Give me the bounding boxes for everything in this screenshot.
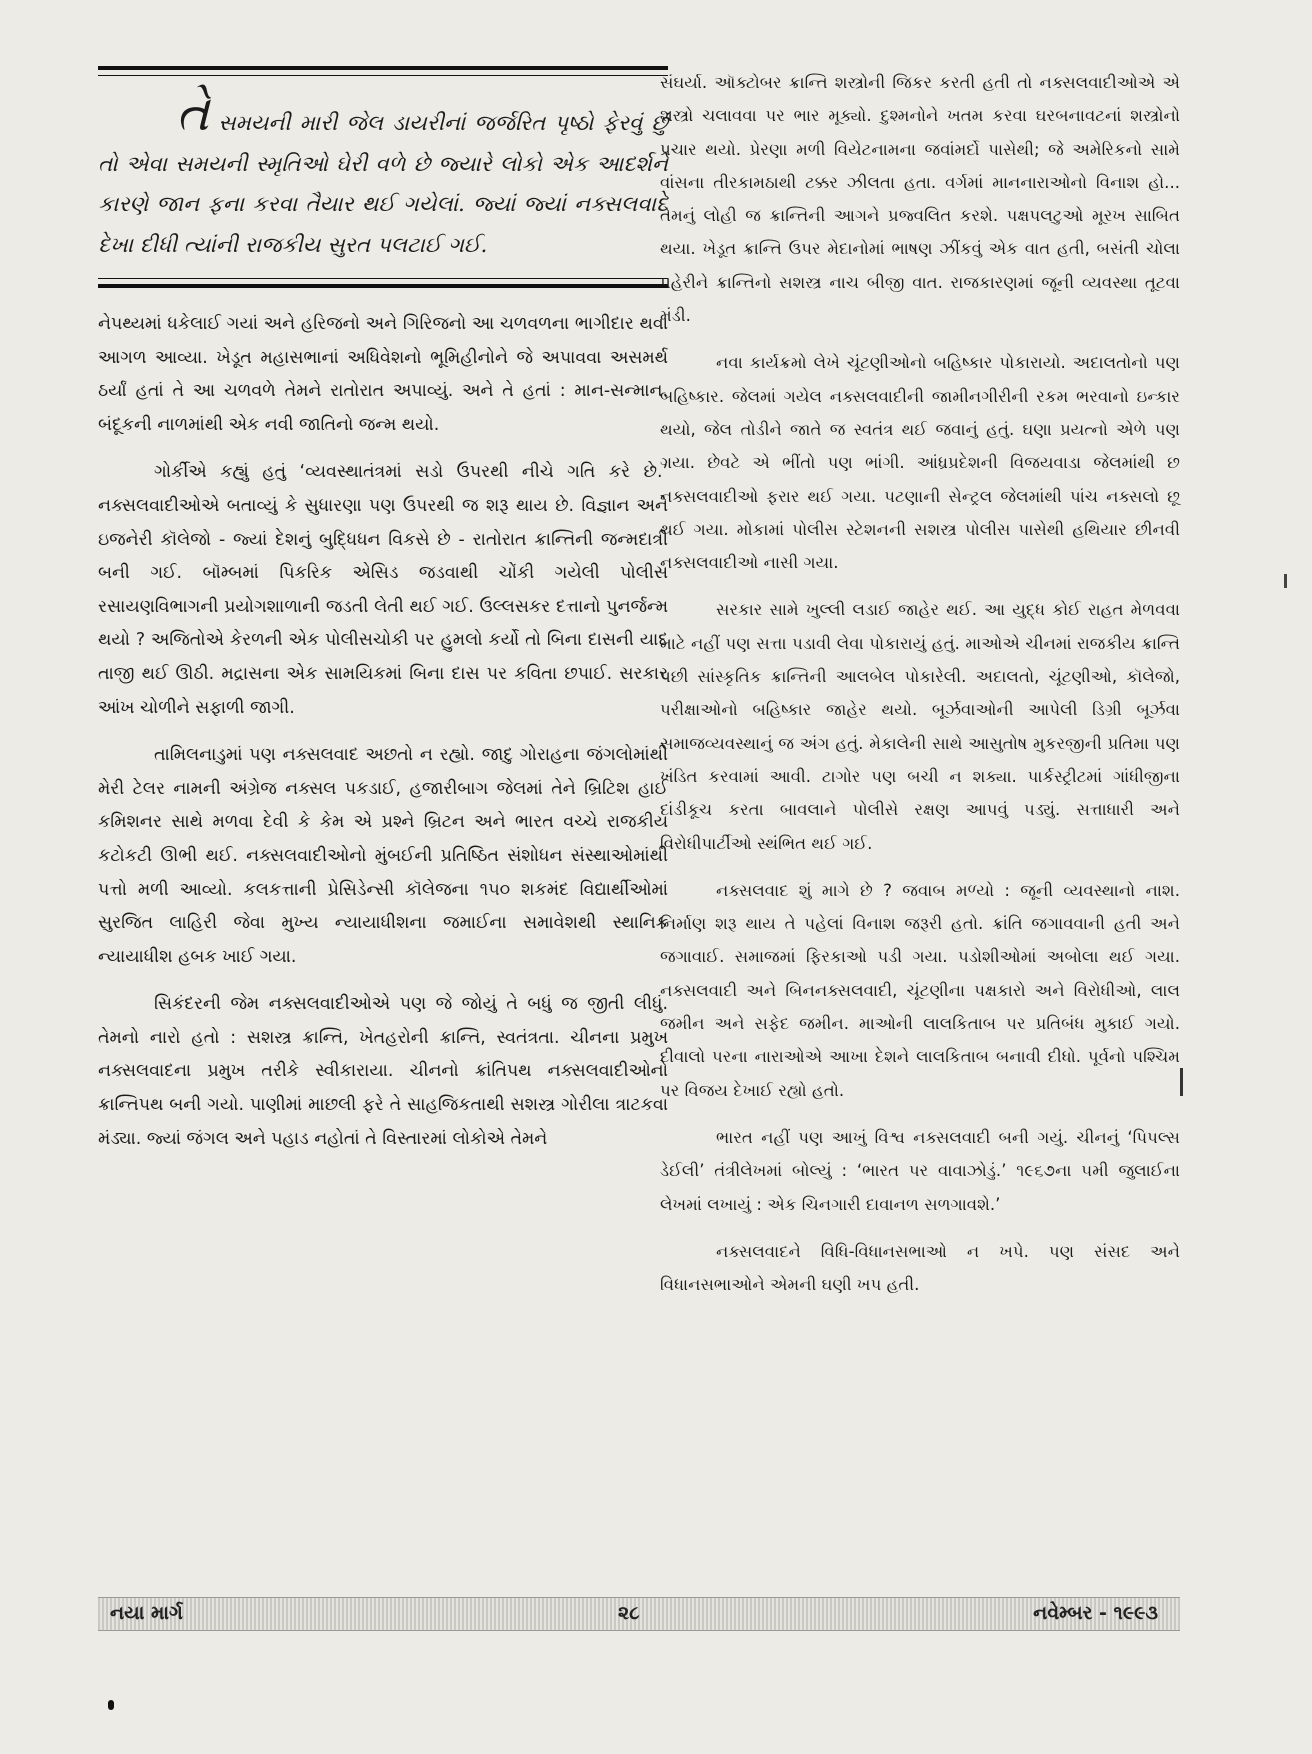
ink-speck xyxy=(108,1700,114,1710)
left-paragraph-4: સિકંદરની જેમ નક્સલવાદીઓએ પણ જે જોયું તે બધું જ જીતી લીધું. તેમનો નારો હતો : સશસ્ત્ર ક્રાન્તિ, ખેતહરોની ક્રાન્તિ, સ્વતંત્રતા. ચીનના પ્રમુખ નક્સલવાદના પ્રમુખ તરીકે સ્વીકારાયા. ચીનનો ક્રાંતિપથ નક્સલવાદીઓનો ક્રાન્તિપથ બની ગયો. પાણીમાં માછલી ફરે તે સાહજિકતાથી સશસ્ત્ર ગોરીલા ત્રાટકવા મંડ્યા. જ્યાં જંગલ અને પહાડ નહોતાં તે વિસ્તારમાં લોકોએ તેમને xyxy=(98,994,668,1149)
page-footer xyxy=(98,1597,1180,1631)
right-column xyxy=(660,66,1180,1315)
pullquote-text: સમયની મારી જેલ ડાયરીનાં જર્જરિત પૃષ્ઠો ફેરવું છું તો એવા સમયની સ્મૃતિઓ ઘેરી વળે છે જ્યારે લોકો એક આદર્શને કારણે જાન ફના કરવા તૈયાર થઈ ગયેલાં. જ્યાં જ્યાં નક્સલવાદે દેખા દીધી ત્યાંની રાજકીય સુરત પલટાઈ ગઈ. xyxy=(98,111,668,258)
right-paragraph-6: નક્સલવાદને વિધિ-વિધાનસભાઓ ન ખપે. પણ સંસદ અને વિધાનસભાઓને એમની ઘણી ખપ હતી. xyxy=(660,1241,1180,1295)
right-paragraph-2: નવા કાર્યક્રમો લેખે ચૂંટણીઓનો બહિષ્કાર પોકારાયો. અદાલતોનો પણ બહિષ્કાર. જેલમાં ગયેલ નક્સલવાદીની જામીનગીરીની રકમ ભરવાનો ઇન્કાર થયો, જેલ તોડીને જાતે જ સ્વતંત્ર થઈ જવાનું હતું. ઘણા પ્રયત્નો એળે પણ ગયા. છેવટે એ ભીંતો પણ ભાંગી. આંધ્રપ્રદેશની વિજયવાડા જેલમાંથી છ નક્સલવાદીઓ ફરાર થઈ ગયા. પટણાની સેન્ટ્રલ જેલમાંથી પાંચ નક્સલો છૂ થઈ ગયા. મોકામાં પોલીસ સ્ટેશનની સશસ્ત્ર પોલીસ પાસેથી હથિયાર છીનવી નક્સલવાદીઓ નાસી ગયા. xyxy=(660,353,1180,573)
ink-speck xyxy=(1180,1068,1183,1096)
left-paragraph-3: તામિલનાડુમાં પણ નક્સલવાદ અછતો ન રહ્યો. જાદુ ગોરાહના જંગલોમાંથી મેરી ટેલર નામની અંગ્રેજ નક્સલ પકડાઈ, હજારીબાગ જેલમાં તેને બ્રિટિશ હાઈ કમિશનર સાથે મળવા દેવી કે કેમ એ પ્રશ્ને બ્રિટન અને ભારત વચ્ચે રાજકીય કટોકટી ઊભી થઈ. નક્સલવાદીઓનો મુંબઈની પ્રતિષ્ઠિત સંશોધન સંસ્થાઓમાંથી પત્તો મળી આવ્યો. કલકત્તાની પ્રેસિડેન્સી કૉલેજના ૧૫૦ શકમંદ વિદ્યાર્થીઓમાં સુરજિત લાહિરી જેવા મુખ્ય ન્યાયાધીશના જમાઈના સમાવેશથી સ્થાનિક ન્યાયાધીશ હબક ખાઈ ગયા. xyxy=(98,745,668,967)
pullquote-top-rule xyxy=(98,66,668,76)
footer-page-number: ૨૮ xyxy=(618,1602,640,1624)
pullquote-dropcap: તે xyxy=(176,84,210,142)
left-column xyxy=(98,66,668,1170)
right-paragraph-4: નક્સલવાદ શું માગે છે ? જવાબ મળ્યો : જૂની વ્યવસ્થાનો નાશ. નિર્માણ શરૂ થાય તે પહેલાં વિનાશ જરૂરી હતો. ક્રાંતિ જગાવવાની હતી અને જગાવાઈ. સમાજમાં ફિરકાઓ પડી ગયા. પડોશીઓમાં અબોલા થઈ ગયા. નક્સલવાદી અને બિનનક્સલવાદી, ચૂંટણીના પક્ષકારો અને વિરોધીઓ, લાલ જમીન અને સફેદ જમીન. માઓની લાલકિતાબ પર પ્રતિબંધ મુકાઈ ગયો. દીવાલો પરના નારાઓએ આખા દેશને લાલકિતાબ બનાવી દીધો. પૂર્વનો પશ્ચિમ પર વિજય દેખાઈ રહ્યો હતો. xyxy=(660,880,1180,1100)
left-paragraph-2: ગોર્કીએ કહ્યું હતું ‘વ્યવસ્થાતંત્રમાં સડો ઉપરથી નીચે ગતિ કરે છે.’ નક્સલવાદીઓએ બતાવ્યું કે સુધારણા પણ ઉપરથી જ શરૂ થાય છે. વિજ્ઞાન અને ઇજનેરી કૉલેજો - જ્યાં દેશનું બુદ્ધિધન વિકસે છે - રાતોરાત ક્રાન્તિની જન્મદાત્રી બની ગઈ. બૉમ્બમાં પિકરિક એસિડ જડવાથી ચોંકી ગયેલી પોલીસ રસાયણવિભાગની પ્રયોગશાળાની જડતી લેતી થઈ ગઈ. ઉલ્લસકર દત્તાનો પુનર્જન્મ થયો ? અજિતોએ કેરળની એક પોલીસચોકી પર હુમલો કર્યો તો બિના દાસની યાદ તાજી થઈ ઊઠી. મદ્રાસના એક સામયિકમાં બિના દાસ પર કવિતા છપાઈ. સરકાર આંખ ચોળીને સફાળી જાગી. xyxy=(98,462,668,718)
ink-speck xyxy=(1284,574,1287,588)
right-paragraph-5: ભારત નહીં પણ આખું વિશ્વ નક્સલવાદી બની ગયું. ચીનનું ‘પિપલ્સ ડેઈલી’ તંત્રીલેખમાં બોલ્યું : ‘ભારત પર વાવાઝોડું.’ ૧૯૬૭ના ૫મી જુલાઈના લેખમાં લખાયું : એક ચિનગારી દાવાનળ સળગાવશે.’ xyxy=(660,1127,1180,1214)
right-paragraph-1: સંઘર્યા. ઑક્ટોબર ક્રાન્તિ શસ્ત્રોની જિકર કરતી હતી તો નક્સલવાદીઓએ એ શસ્ત્રો ચલાવવા પર ભાર મૂક્યો. દુશ્મનોને ખતમ કરવા ઘરબનાવટનાં શસ્ત્રોનો પ્રચાર થયો. પ્રેરણા મળી વિયેટનામના જવાંમર્દો પાસેથી; જે અમેરિકનો સામે વાંસના તીરકામઠાથી ટક્કર ઝીલતા હતા. વર્ગમાં માનનારાઓનો વિનાશ હો... તેમનું લોહી જ ક્રાન્તિની આગને પ્રજ્વલિત કરશે. પક્ષપલટુઓ મૂરખ સાબિત થયા. ખેડૂત ક્રાન્તિ ઉપર મેદાનોમાં ભાષણ ઝીંકવું એક વાત હતી, બસંતી ચોલા પહેરીને ક્રાન્તિનો સશસ્ત્ર નાચ બીજી વાત. રાજકારણમાં જૂની વ્યવસ્થા તૂટવા મંડી. xyxy=(660,73,1180,326)
footer-magazine-name: નયા માર્ગ xyxy=(110,1602,183,1624)
right-paragraph-3: સરકાર સામે ખુલ્લી લડાઈ જાહેર થઈ. આ યુદ્ધ કોઈ રાહત મેળવવા માટે નહીં પણ સત્તા પડાવી લેવા પોકારાયું હતું. માઓએ ચીનમાં રાજકીય ક્રાન્તિ પછી સાંસ્કૃતિક ક્રાન્તિની આલબેલ પોકારેલી. અદાલતો, ચૂંટણીઓ, કૉલેજો, પરીક્ષાઓનો બહિષ્કાર જાહેર થયો. બૂર્ઝવાઓની આપેલી ડિગ્રી બૂર્ઝવા સમાજવ્યવસ્થાનું જ અંગ હતું. મેકાલેની સાથે આસુતોષ મુકરજીની પ્રતિમા પણ ખંડિત કરવામાં આવી. ટાગોર પણ બચી ન શક્યા. પાર્કસ્ટ્રીટમાં ગાંધીજીના દાંડીકૂચ કરતા બાવલાને પોલીસે રક્ષણ આપવું પડ્યું. સત્તાધારી અને વિરોધીપાર્ટીઓ સ્થંભિત થઈ ગઈ. xyxy=(660,600,1180,853)
left-paragraph-1: નેપથ્યમાં ધકેલાઈ ગયાં અને હરિજનો અને ગિરિજનો આ ચળવળના ભાગીદાર થવા આગળ આવ્યા. ખેડૂત મહાસભાનાં અધિવેશનો ભૂમિહીનોને જે અપાવવા અસમર્થ ઠર્યાં હતાં તે આ ચળવળે તેમને રાતોરાત અપાવ્યું. અને તે હતાં : માન-સન્માન. બંદૂકની નાળમાંથી એક નવી જાતિનો જન્મ થયો. xyxy=(98,314,668,435)
footer-issue-date: નવેમ્બર - ૧૯૯૩ xyxy=(1033,1602,1158,1624)
pullquote xyxy=(98,84,668,266)
pullquote-bottom-rule xyxy=(98,278,668,288)
